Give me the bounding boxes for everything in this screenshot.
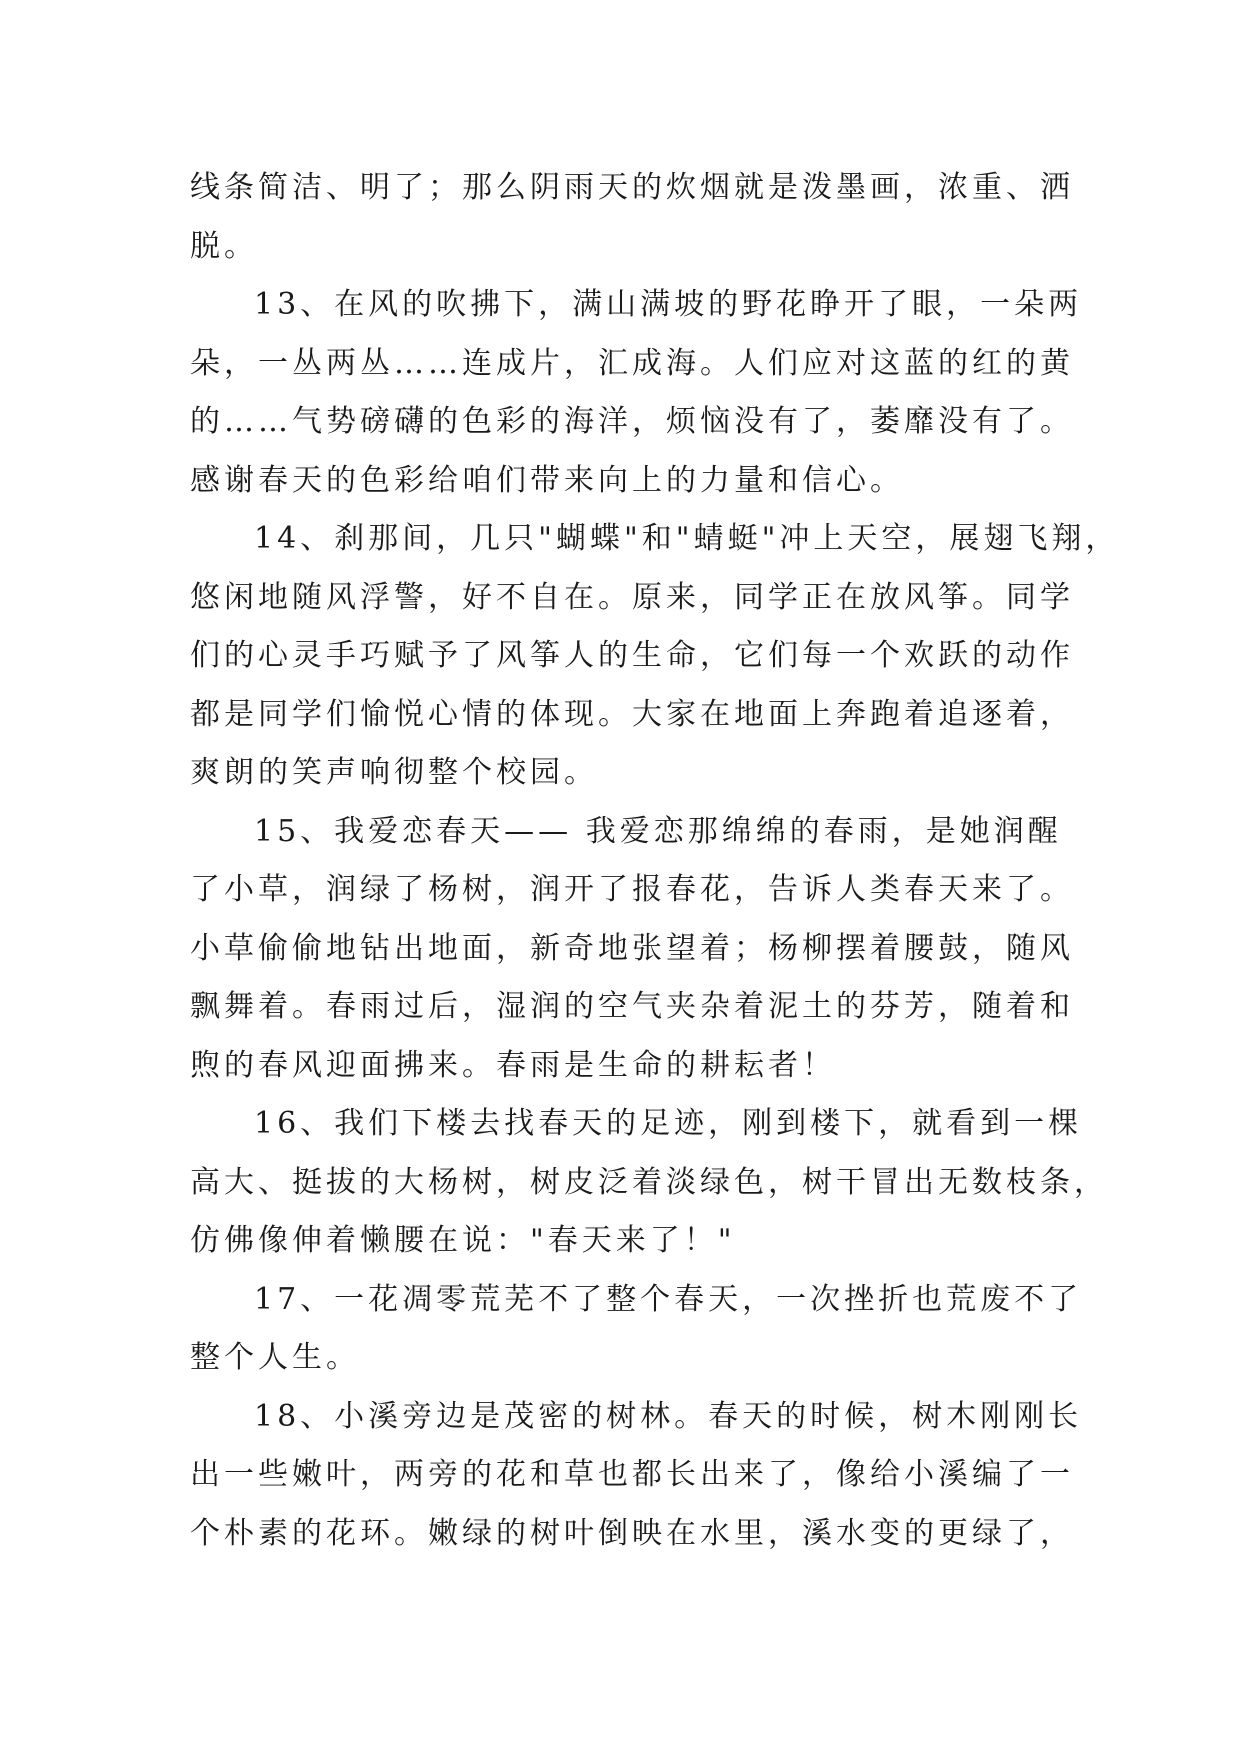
text-line: 整个人生。	[190, 1340, 360, 1375]
text-line: 高大、挺拔的大杨树，树皮泛着淡绿色，树干冒出无数枝条，	[190, 1164, 1108, 1200]
text-line: 14、刹那间，几只"蝴蝶"和"蜻蜓"冲上天空，展翅飞翔，	[254, 521, 1120, 556]
text-line: 18、小溪旁边是茂密的树林。春天的时候，树木刚刚长	[254, 1398, 1083, 1434]
text-line: 16、我们下楼去找春天的足迹，刚到楼下，就看到一棵	[254, 1106, 1083, 1141]
document-body	[190, 159, 1120, 1563]
text-line: 感谢春天的色彩给咱们带来向上的力量和信心。	[190, 462, 904, 498]
text-line: 脱。	[190, 228, 258, 264]
text-line: 的……气势磅礴的色彩的海洋，烦恼没有了，萎靡没有了。	[190, 404, 1074, 439]
text-line: 13、在风的吹拂下，满山满坡的野花睁开了眼，一朵两	[254, 287, 1083, 322]
text-line: 了小草，润绿了杨树，润开了报春花，告诉人类春天来了。	[190, 872, 1074, 907]
text-line: 17、一花凋零荒芜不了整个春天，一次挫折也荒废不了	[254, 1281, 1083, 1317]
text-line: 出一些嫩叶，两旁的花和草也都长出来了，像给小溪编了一	[190, 1457, 1074, 1492]
text-line: 飘舞着。春雨过后，湿润的空气夹杂着泥土的芬芳，随着和	[190, 989, 1074, 1024]
text-line: 煦的春风迎面拂来。春雨是生命的耕耘者！	[190, 1047, 836, 1083]
text-line: 仿佛像伸着懒腰在说："春天来了！"	[190, 1223, 736, 1258]
text-line: 爽朗的笑声响彻整个校园。	[190, 755, 598, 790]
text-line: 线条简洁、明了；那么阴雨天的炊烟就是泼墨画，浓重、洒	[190, 170, 1074, 205]
text-line: 小草偷偷地钻出地面，新奇地张望着；杨柳摆着腰鼓，随风	[190, 930, 1074, 966]
text-line: 个朴素的花环。嫩绿的树叶倒映在水里，溪水变的更绿了，	[190, 1515, 1074, 1551]
text-line: 都是同学们愉悦心情的体现。大家在地面上奔跑着追逐着，	[190, 696, 1074, 732]
text-line: 们的心灵手巧赋予了风筝人的生命，它们每一个欢跃的动作	[190, 638, 1074, 673]
text-line: 悠闲地随风浮警，好不自在。原来，同学正在放风筝。同学	[190, 579, 1074, 615]
text-line: 朵，一丛两丛……连成片，汇成海。人们应对这蓝的红的黄	[190, 345, 1074, 381]
text-line: 15、我爱恋春天—— 我爱恋那绵绵的春雨，是她润醒	[254, 813, 1062, 849]
